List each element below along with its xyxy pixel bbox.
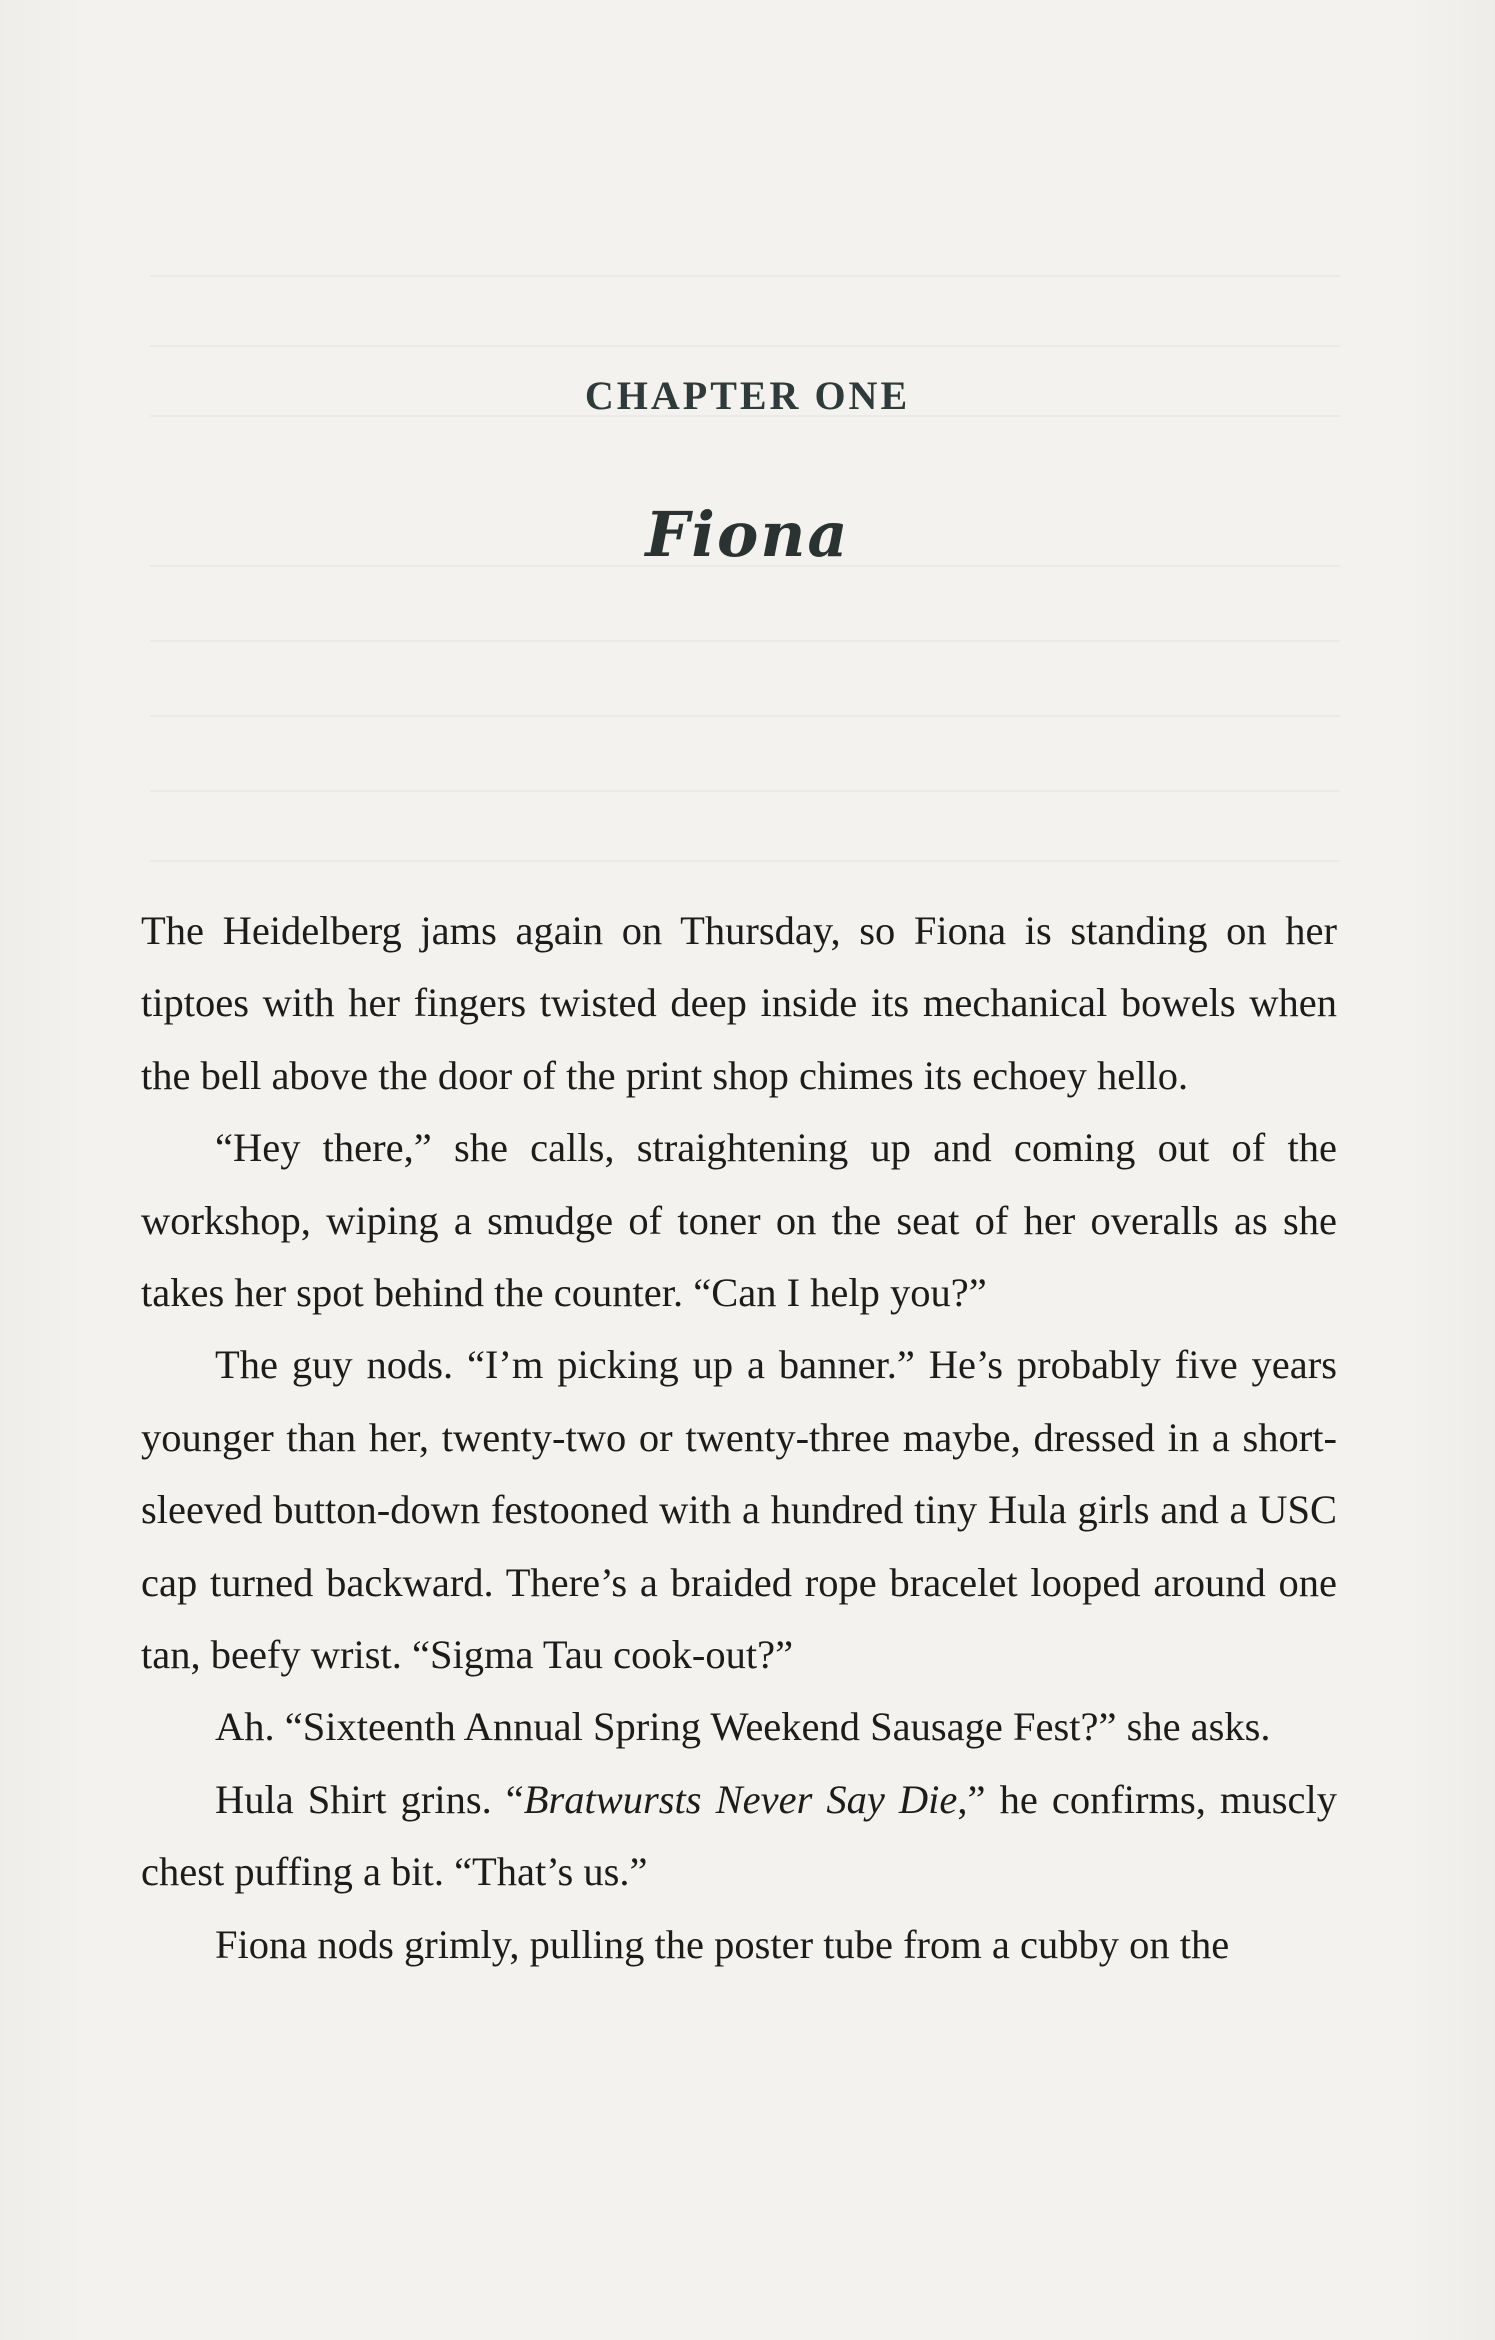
paragraph-5-italic: Bratwursts Never Say Die [523,1776,958,1822]
paragraph-5 [141,1764,1337,1909]
paragraph-5-after: ,” he confirms, muscly chest puffing a bit. “That’s us.” [141,1776,1337,1895]
paragraph-4: Ah. “Sixteenth Annual Spring Weekend Sausage Fest?” she asks. [215,1704,1271,1750]
chapter-label: CHAPTER ONE [584,373,911,418]
show-through-line [150,275,1340,277]
paragraph-3: The guy nods. “I’m picking up a banner.” He’s probably five years younger than her, twenty-two or twenty-three maybe, dressed in a short-sleeved button-down festooned with a hundred tiny Hula girls and a USC cap turned backward. There’s a braided rope bracelet looped around one tan, beefy wrist. “Sigma Tau cook-out?” [141,1342,1337,1678]
chapter-body [141,895,1337,1981]
paragraph-6: Fiona nods grimly, pulling the poster tube from a cubby on the [215,1921,1230,1967]
paragraph-5-before: Hula Shirt grins. “ [215,1776,524,1822]
show-through-line [150,860,1340,862]
paragraph-1: The Heidelberg jams again on Thursday, so Fiona is standing on her tiptoes with her fingers twisted deep inside its mechanical bowels when the bell above the door of the print shop chimes its echoey hello. [141,908,1337,1098]
show-through-line [150,345,1340,347]
show-through-line [150,715,1340,717]
paragraph-2: “Hey there,” she calls, straightening up and coming out of the workshop, wiping a smudge of toner on the seat of her overalls as she takes her spot behind the counter. “Can I help you?” [141,1125,1337,1316]
chapter-title: Fiona [645,498,850,571]
show-through-line [150,790,1340,792]
show-through-line [150,640,1340,642]
